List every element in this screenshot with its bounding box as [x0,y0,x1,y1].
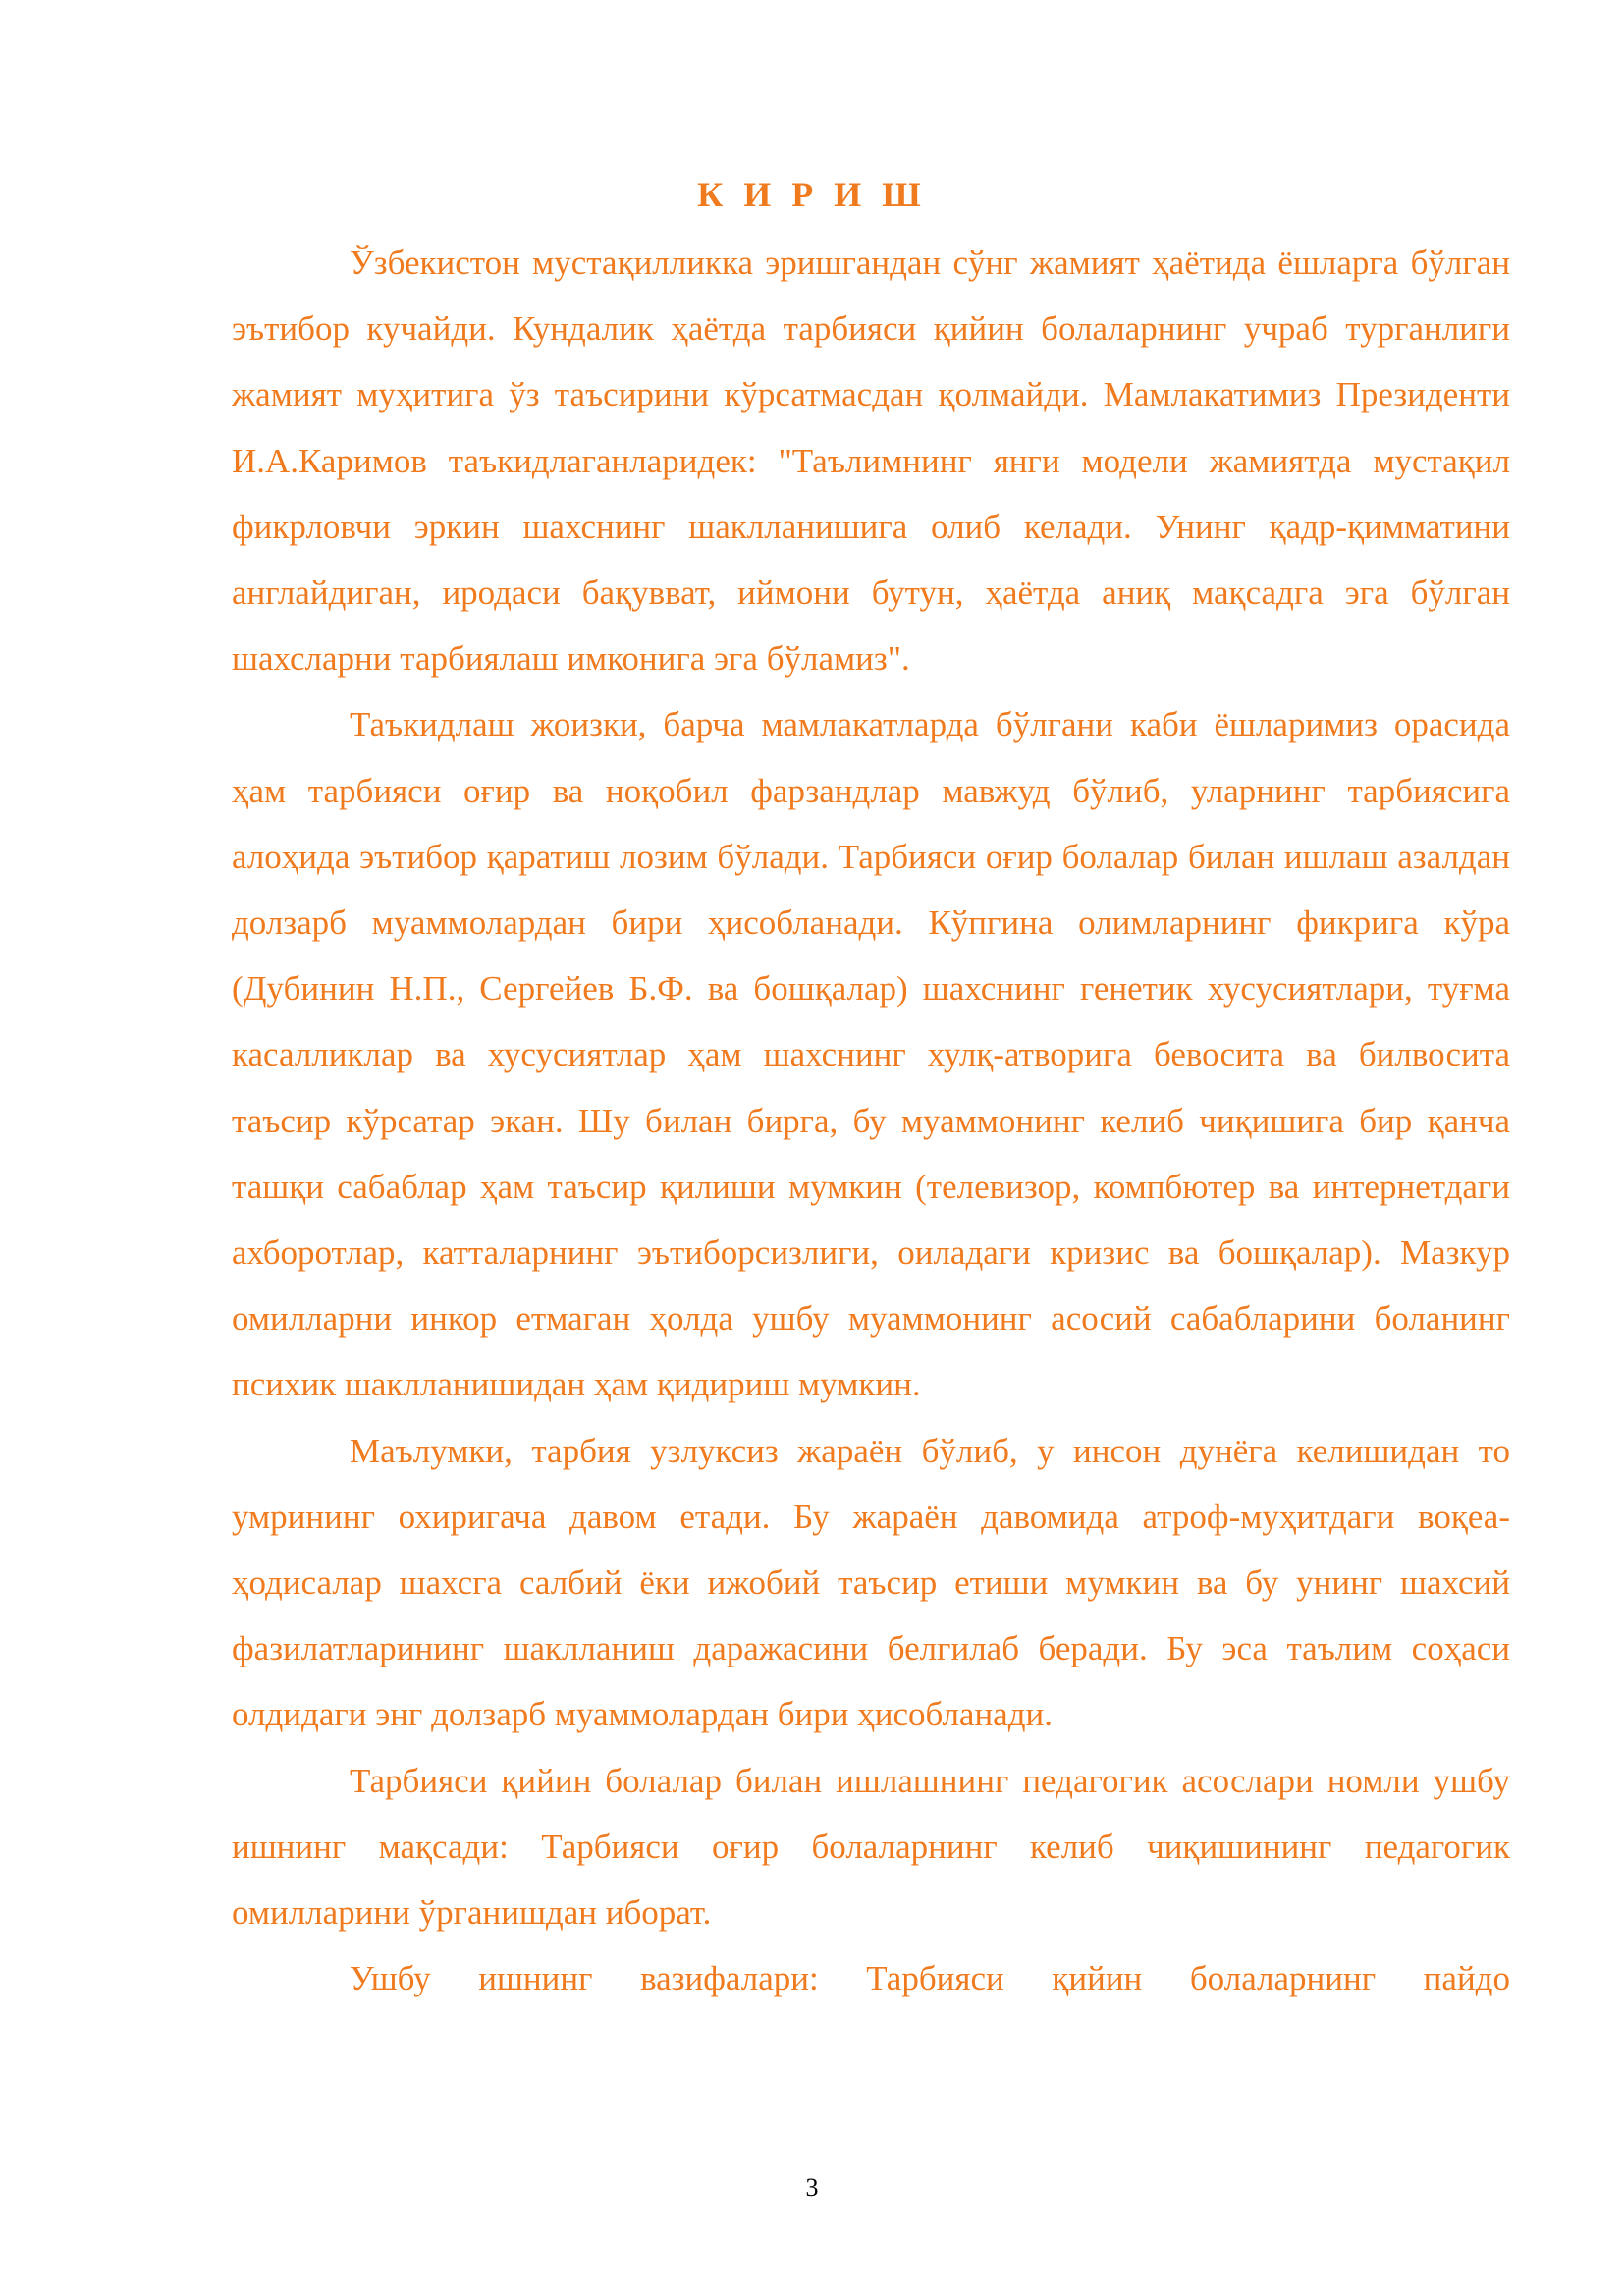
paragraph-5: Ушбу ишнинг вазифалари: Тарбияси қийин болаларнинг пайдо [350,1959,1510,1998]
section-title: К И Р И Ш [697,175,927,214]
page-number: 3 [805,2173,819,2202]
paragraph-3: Маълумки, тарбия узлуксиз жараён бўлиб, у инсон дунёга келишидан то умрининг охиригача давом етади. Бу жараён давомида атроф-муҳитдаги воқеа-ҳодисалар шахсга салбий ёки ижобий таъсир етиши мумкин ва бу унинг шахсий фазилатларининг шаклланиш даражасини белгилаб беради. Бу эса таълим соҳаси олдидаги энг долзарб муаммолардан бири ҳисобланади. [232,1431,1510,1734]
paragraph-2: Таъкидлаш жоизки, барча мамлакатларда бўлгани каби ёшларимиз орасида ҳам тарбияси оғир ва ноқобил фарзандлар мавжуд бўлиб, уларнинг тарбиясига алоҳида эътибор қаратиш лозим бўлади. Тарбияси оғир болалар билан ишлаш азалдан долзарб муаммолардан бири ҳисобланади. Кўпгина олимларнинг фикрига кўра (Дубинин Н.П., Сергейев Б.Ф. ва бошқалар) шахснинг генетик хусусиятлари, туғма касалликлар ва хусусиятлар ҳам шахснинг хулқ-атворига бевосита ва билвосита таъсир кўрсатар экан. Шу билан бирга, бу муаммонинг келиб чиқишига бир қанча ташқи сабаблар ҳам таъсир қилиши мумкин (телевизор, компбютер ва интернетдаги ахборотлар, катталарнинг эътиборсизлиги, оиладаги кризис ва бошқалар). Мазкур омилларни инкор етмаган ҳолда ушбу муаммонинг асосий сабабларини боланинг психик шаклланишидан ҳам қидириш мумкин. [232,705,1510,1404]
body-text [232,230,1510,2011]
paragraph-1: Ўзбекистон мустақилликка эришгандан сўнг жамият ҳаётида ёшларга бўлган эътибор кучайди. Кундалик ҳаётда тарбияси қийин болаларнинг учраб турганлиги жамият муҳитига ўз таъсирини кўрсатмасдан қолмайди. Мамлакатимиз Президенти И.А.Каримов таъкидлаганларидек: "Таълимнинг янги модели жамиятда мустақил фикрловчи эркин шахснинг шаклланишига олиб келади. Унинг қадр-қимматини англайдиган, иродаси бақувват, иймони бутун, ҳаётда аниқ мақсадга эга бўлган шахсларни тарбиялаш имконига эга бўламиз". [232,244,1510,679]
paragraph-4: Тарбияси қийин болалар билан ишлашнинг педагогик асослари номли ушбу ишнинг мақсади: Тарбияси оғир болаларнинг келиб чиқишининг педагогик омилларини ўрганишдан иборат. [232,1761,1510,1933]
